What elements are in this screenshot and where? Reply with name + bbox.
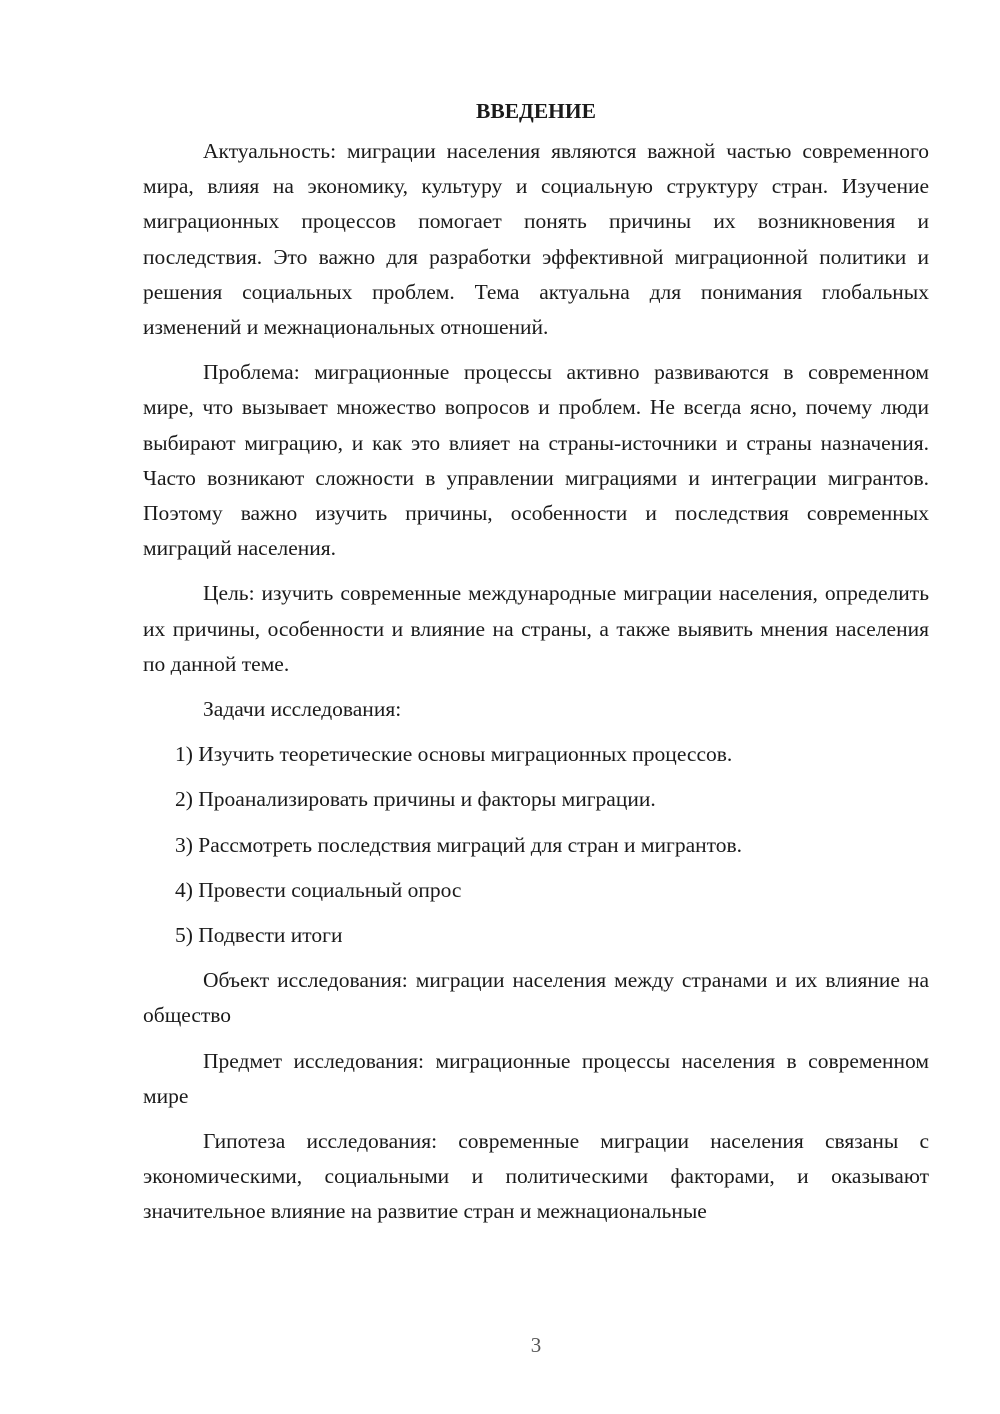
section-title: ВВЕДЕНИЕ: [476, 99, 596, 123]
list-item: 4) Провести социальный опрос: [175, 877, 462, 902]
list-item: 2) Проанализировать причины и факторы миграции.: [175, 787, 656, 812]
list-item: 3) Рассмотреть последствия миграций для стран и мигрантов.: [175, 832, 743, 857]
paragraph-hypothesis: Гипотеза исследования: современные миграции населения связаны с экономическими, социальными и политическими факторами, и оказывают значительное влияние на развитие стран и межнациональные: [143, 1129, 929, 1224]
paragraph-relevance: Актуальность: миграции населения являются важной частью современного мира, влияя на экономику, культуру и социальную структуру стран. Изучение миграционных процессов помогает понять причины их возникновения и последствия. Это важно для разработки эффективной миграционной политики и решения социальных проблем. Тема актуальна для понимания глобальных изменений и межнациональных отношений.: [143, 139, 929, 340]
page-number: 3: [530, 1333, 542, 1357]
paragraph-goal: Цель: изучить современные международные миграции населения, определить их причины, особенности и влияние на страны, а также выявить мнения населения по данной теме.: [143, 581, 929, 676]
document-page: [143, 96, 929, 1240]
tasks-heading: Задачи исследования:: [203, 697, 402, 722]
paragraph-problem: Проблема: миграционные процессы активно развиваются в современном мире, что вызывает множество вопросов и проблем. Не всегда ясно, почему люди выбирают миграцию, и как это влияет на страны-источники и страны назначения. Часто возникают сложности в управлении миграциями и интеграции мигрантов. Поэтому важно изучить причины, особенности и последствия современных миграций населения.: [143, 360, 929, 561]
tasks-list: [143, 737, 929, 953]
list-item: 5) Подвести итоги: [175, 923, 343, 948]
paragraph-object: Объект исследования: миграции населения между странами и их влияние на общество: [143, 968, 929, 1028]
paragraph-subject: Предмет исследования: миграционные процессы населения в современном мире: [143, 1048, 929, 1108]
list-item: 1) Изучить теоретические основы миграционных процессов.: [175, 742, 733, 767]
